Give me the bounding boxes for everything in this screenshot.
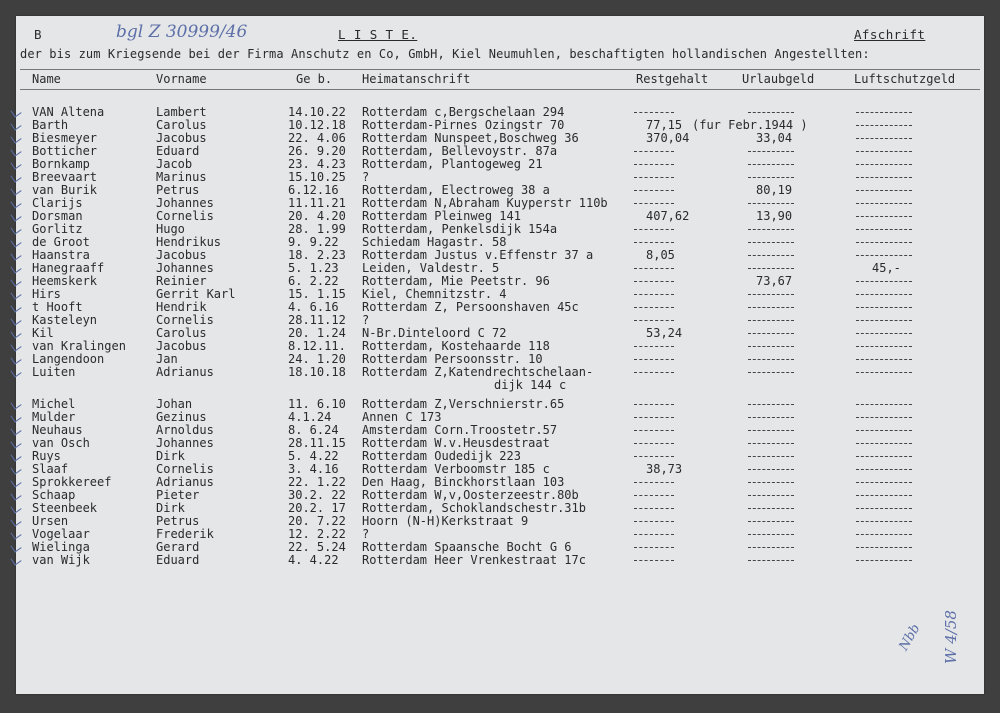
col-name: Name — [32, 72, 61, 86]
cell-vorname: Johannes — [156, 261, 214, 275]
cell-geb: 4.1.24 — [288, 410, 332, 424]
empty-value-dash — [634, 508, 674, 509]
cell-name: van Burik — [32, 183, 98, 197]
empty-value-dash — [856, 320, 912, 321]
cell-geb: 20. 1.24 — [288, 326, 346, 340]
check-mark-icon — [10, 197, 21, 208]
empty-value-dash — [748, 359, 794, 360]
cell-address: Rotterdam Spaansche Bocht G 6 — [362, 540, 572, 554]
empty-value-dash — [748, 508, 794, 509]
empty-value-dash — [856, 216, 912, 217]
cell-name: van Osch — [32, 436, 90, 450]
cell-name: Barth — [32, 118, 69, 132]
empty-value-dash — [856, 151, 912, 152]
cell-name: de Groot — [32, 235, 90, 249]
check-mark-icon — [10, 411, 21, 422]
empty-value-dash — [634, 482, 674, 483]
cell-urlaub: (fur Febr.1944 ) — [692, 118, 808, 132]
col-geb: Ge b. — [296, 72, 333, 86]
cell-vorname: Johannes — [156, 196, 214, 210]
col-urlaubgeld: Urlaubgeld — [742, 72, 815, 86]
cell-name: Clarijs — [32, 196, 83, 210]
cell-geb: 22. 5.24 — [288, 540, 346, 554]
check-mark-icon — [10, 145, 21, 156]
cell-vorname: Eduard — [156, 144, 200, 158]
empty-value-dash — [748, 294, 794, 295]
cell-rest: 53,24 — [646, 326, 683, 340]
cell-geb: 10.12.18 — [288, 118, 346, 132]
cell-address: Rotterdam Heer Vrenkestraat 17c — [362, 553, 586, 567]
empty-value-dash — [856, 255, 912, 256]
check-mark-icon — [10, 262, 21, 273]
cell-address: Rotterdam Justus v.Effenstr 37 a — [362, 248, 594, 262]
document-page — [16, 16, 984, 694]
cell-address: Rotterdam Nunspeet,Boschweg 36 — [362, 131, 579, 145]
empty-value-dash — [748, 456, 794, 457]
cell-name: van Kralingen — [32, 339, 126, 353]
empty-value-dash — [634, 346, 674, 347]
cell-address: Rotterdam, Mie Peetstr. 96 — [362, 274, 550, 288]
cell-geb: 28.11.12 — [288, 313, 346, 327]
cell-vorname: Carolus — [156, 118, 207, 132]
cell-urlaub: 80,19 — [756, 183, 793, 197]
cell-vorname: Petrus — [156, 183, 200, 197]
check-mark-icon — [10, 463, 21, 474]
cell-address: Rotterdam Verboomstr 185 c — [362, 462, 550, 476]
cell-name: Luiten — [32, 365, 76, 379]
empty-value-dash — [748, 151, 794, 152]
cell-address: Kiel, Chemnitzstr. 4 — [362, 287, 507, 301]
cell-address: ? — [362, 313, 370, 327]
check-mark-icon — [10, 437, 21, 448]
check-mark-icon — [10, 327, 21, 338]
cell-address: Rotterdam, Schoklandschestr.31b — [362, 501, 586, 515]
cell-urlaub: 33,04 — [756, 131, 793, 145]
empty-value-dash — [856, 125, 912, 126]
header-rule-top — [20, 69, 980, 70]
cell-rest: 370,04 — [646, 131, 690, 145]
cell-name: Bornkamp — [32, 157, 90, 171]
cell-geb: 20.2. 17 — [288, 501, 346, 515]
cell-vorname: Cornelis — [156, 209, 214, 223]
cell-geb: 24. 1.20 — [288, 352, 346, 366]
document-subtitle: der bis zum Kriegsende bei der Firma Anschutz en Co, GmbH, Kiel Neumuhlen, beschaftigten hollandischen Angestellten: — [20, 47, 870, 61]
cell-vorname: Cornelis — [156, 313, 214, 327]
empty-value-dash — [748, 521, 794, 522]
cell-name: Dorsman — [32, 209, 83, 223]
check-mark-icon — [10, 223, 21, 234]
cell-address: Rotterdam c,Bergschelaan 294 — [362, 105, 565, 119]
cell-geb: 18.10.18 — [288, 365, 346, 379]
empty-value-dash — [856, 469, 912, 470]
empty-value-dash — [856, 359, 912, 360]
empty-value-dash — [856, 229, 912, 230]
empty-value-dash — [856, 372, 912, 373]
check-mark-icon — [10, 301, 21, 312]
cell-geb: 4. 4.22 — [288, 553, 339, 567]
cell-vorname: Petrus — [156, 514, 200, 528]
header-rule-bottom — [20, 89, 980, 90]
empty-value-dash — [634, 177, 674, 178]
empty-value-dash — [748, 430, 794, 431]
empty-value-dash — [856, 495, 912, 496]
table-row — [16, 365, 984, 392]
check-mark-icon — [10, 249, 21, 260]
empty-value-dash — [634, 417, 674, 418]
cell-geb: 8.12.11. — [288, 339, 346, 353]
empty-value-dash — [634, 372, 674, 373]
cell-address: Annen C 173 — [362, 410, 442, 424]
empty-value-dash — [634, 521, 674, 522]
cell-geb: 15.10.25 — [288, 170, 346, 184]
cell-geb: 22. 1.22 — [288, 475, 346, 489]
cell-address: Rotterdam W.v.Heusdestraat — [362, 436, 550, 450]
empty-value-dash — [748, 417, 794, 418]
empty-value-dash — [634, 307, 674, 308]
empty-value-dash — [748, 203, 794, 204]
cell-geb: 30.2. 22 — [288, 488, 346, 502]
cell-vorname: Pieter — [156, 488, 200, 502]
empty-value-dash — [856, 547, 912, 548]
cell-vorname: Johannes — [156, 436, 214, 450]
cell-rest: 8,05 — [646, 248, 675, 262]
cell-geb: 26. 9.20 — [288, 144, 346, 158]
cell-name: Mulder — [32, 410, 76, 424]
col-luftschutzgeld: Luftschutzgeld — [854, 72, 956, 86]
check-mark-icon — [10, 340, 21, 351]
empty-value-dash — [856, 190, 912, 191]
cell-name: Ruys — [32, 449, 61, 463]
check-mark-icon — [10, 366, 21, 377]
empty-value-dash — [748, 482, 794, 483]
empty-value-dash — [634, 294, 674, 295]
cell-vorname: Lambert — [156, 105, 207, 119]
empty-value-dash — [634, 359, 674, 360]
cell-geb: 20. 7.22 — [288, 514, 346, 528]
empty-value-dash — [634, 560, 674, 561]
empty-value-dash — [748, 320, 794, 321]
empty-value-dash — [748, 372, 794, 373]
cell-address: Hoorn (N-H)Kerkstraat 9 — [362, 514, 529, 528]
empty-value-dash — [856, 346, 912, 347]
cell-address: Rotterdam Pleinweg 141 — [362, 209, 521, 223]
empty-value-dash — [748, 307, 794, 308]
cell-geb: 28.11.15 — [288, 436, 346, 450]
check-mark-icon — [10, 132, 21, 143]
cell-address: Rotterdam, Electroweg 38 a — [362, 183, 550, 197]
document-title: L I S T E. — [338, 27, 418, 42]
empty-value-dash — [634, 112, 674, 113]
cell-vorname: Frederik — [156, 527, 214, 541]
cell-vorname: Marinus — [156, 170, 207, 184]
check-mark-icon — [10, 476, 21, 487]
cell-rest: 77,15 — [646, 118, 683, 132]
cell-address: Rotterdam, Kostehaarde 118 — [362, 339, 550, 353]
empty-value-dash — [856, 456, 912, 457]
cell-vorname: Johan — [156, 397, 193, 411]
handwritten-reference: bgl Z 30999/46 — [116, 22, 248, 42]
cell-geb: 22. 4.06 — [288, 131, 346, 145]
cell-address: Rotterdam, Penkelsdijk 154a — [362, 222, 558, 236]
empty-value-dash — [856, 177, 912, 178]
empty-value-dash — [634, 281, 674, 282]
empty-value-dash — [634, 430, 674, 431]
cell-geb: 6. 2.22 — [288, 274, 339, 288]
empty-value-dash — [856, 112, 912, 113]
cell-name: Hirs — [32, 287, 61, 301]
empty-value-dash — [748, 534, 794, 535]
cell-name: Langendoon — [32, 352, 105, 366]
cell-vorname: Gezinus — [156, 410, 207, 424]
cell-address: Rotterdam, Plantogeweg 21 — [362, 157, 543, 171]
empty-value-dash — [634, 151, 674, 152]
check-mark-icon — [10, 424, 21, 435]
cell-vorname: Jacobus — [156, 339, 207, 353]
empty-value-dash — [856, 521, 912, 522]
empty-value-dash — [634, 534, 674, 535]
cell-geb: 5. 1.23 — [288, 261, 339, 275]
cell-geb: 5. 4.22 — [288, 449, 339, 463]
cell-address: Rotterdam Z, Persoonshaven 45c — [362, 300, 579, 314]
cell-name: Schaap — [32, 488, 76, 502]
check-mark-icon — [10, 119, 21, 130]
empty-value-dash — [634, 203, 674, 204]
cell-address: ? — [362, 170, 370, 184]
empty-value-dash — [748, 229, 794, 230]
empty-value-dash — [634, 404, 674, 405]
empty-value-dash — [748, 547, 794, 548]
empty-value-dash — [748, 164, 794, 165]
cell-geb: 18. 2.23 — [288, 248, 346, 262]
cell-name: Wielinga — [32, 540, 90, 554]
empty-value-dash — [856, 307, 912, 308]
check-mark-icon — [10, 528, 21, 539]
cell-geb: 14.10.22 — [288, 105, 346, 119]
empty-value-dash — [856, 138, 912, 139]
empty-value-dash — [856, 242, 912, 243]
cell-name: Vogelaar — [32, 527, 90, 541]
cell-geb: 15. 1.15 — [288, 287, 346, 301]
empty-value-dash — [634, 229, 674, 230]
empty-value-dash — [634, 190, 674, 191]
empty-value-dash — [748, 333, 794, 334]
cell-vorname: Jacobus — [156, 131, 207, 145]
cell-geb: 20. 4.20 — [288, 209, 346, 223]
check-mark-icon — [10, 275, 21, 286]
cell-geb: 28. 1.99 — [288, 222, 346, 236]
cell-address: Rotterdam-Pirnes Ozingstr 70 — [362, 118, 565, 132]
check-mark-icon — [10, 515, 21, 526]
check-mark-icon — [10, 184, 21, 195]
empty-value-dash — [748, 255, 794, 256]
empty-value-dash — [748, 404, 794, 405]
cell-vorname: Adrianus — [156, 365, 214, 379]
empty-value-dash — [856, 482, 912, 483]
empty-value-dash — [856, 417, 912, 418]
check-mark-icon — [10, 502, 21, 513]
cell-address: Leiden, Valdestr. 5 — [362, 261, 500, 275]
cell-rest: 407,62 — [646, 209, 690, 223]
cell-vorname: Gerard — [156, 540, 200, 554]
empty-value-dash — [748, 346, 794, 347]
cell-vorname: Carolus — [156, 326, 207, 340]
cell-name: Neuhaus — [32, 423, 83, 437]
empty-value-dash — [856, 430, 912, 431]
cell-urlaub: 73,67 — [756, 274, 793, 288]
cell-name: Botticher — [32, 144, 98, 158]
cell-name: Biesmeyer — [32, 131, 98, 145]
cell-geb: 9. 9.22 — [288, 235, 339, 249]
cell-address: Rotterdam Z,Verschnierstr.65 — [362, 397, 565, 411]
col-vorname: Vorname — [156, 72, 207, 86]
cell-geb: 12. 2.22 — [288, 527, 346, 541]
cell-name: Steenbeek — [32, 501, 98, 515]
copy-mark: Afschrift — [854, 27, 926, 42]
cell-vorname: Hendrik — [156, 300, 207, 314]
cell-luft: 45,- — [872, 261, 901, 275]
cell-vorname: Jacob — [156, 157, 193, 171]
check-mark-icon — [10, 554, 21, 565]
cell-name: Hanegraaff — [32, 261, 105, 275]
cell-urlaub: 13,90 — [756, 209, 793, 223]
empty-value-dash — [856, 333, 912, 334]
cell-vorname: Cornelis — [156, 462, 214, 476]
empty-value-dash — [634, 456, 674, 457]
cell-vorname: Jan — [156, 352, 178, 366]
cell-address: Rotterdam Oudedijk 223 — [362, 449, 521, 463]
cell-address: Schiedam Hagastr. 58 — [362, 235, 507, 249]
page-letter: B — [34, 27, 42, 42]
cell-name: Kasteleyn — [32, 313, 98, 327]
cell-geb: 3. 4.16 — [288, 462, 339, 476]
empty-value-dash — [856, 560, 912, 561]
cell-name: Gorlitz — [32, 222, 83, 236]
empty-value-dash — [748, 443, 794, 444]
cell-name: Slaaf — [32, 462, 69, 476]
cell-name: Michel — [32, 397, 76, 411]
check-mark-icon — [10, 106, 21, 117]
col-restgehalt: Restgehalt — [636, 72, 709, 86]
cell-address: Rotterdam N,Abraham Kuyperstr 110b — [362, 196, 608, 210]
empty-value-dash — [856, 203, 912, 204]
empty-value-dash — [748, 112, 794, 113]
table-row — [16, 554, 984, 567]
cell-address: ? — [362, 527, 370, 541]
cell-vorname: Gerrit Karl — [156, 287, 236, 301]
empty-value-dash — [634, 443, 674, 444]
cell-name: Ursen — [32, 514, 69, 528]
check-mark-icon — [10, 541, 21, 552]
cell-name: Kil — [32, 326, 54, 340]
check-mark-icon — [10, 236, 21, 247]
cell-name: t Hooft — [32, 300, 83, 314]
cell-geb: 11. 6.10 — [288, 397, 346, 411]
empty-value-dash — [634, 164, 674, 165]
empty-value-dash — [856, 404, 912, 405]
cell-vorname: Hugo — [156, 222, 185, 236]
empty-value-dash — [856, 443, 912, 444]
check-mark-icon — [10, 158, 21, 169]
check-mark-icon — [10, 210, 21, 221]
check-mark-icon — [10, 489, 21, 500]
empty-value-dash — [856, 508, 912, 509]
handwritten-archive-number: W 4/58 — [941, 610, 960, 664]
cell-geb: 8. 6.24 — [288, 423, 339, 437]
empty-value-dash — [748, 242, 794, 243]
cell-address-continued: dijk 144 c — [494, 378, 567, 392]
handwritten-initials: Nbb — [896, 621, 924, 654]
cell-name: van Wijk — [32, 553, 90, 567]
empty-value-dash — [634, 547, 674, 548]
empty-value-dash — [748, 177, 794, 178]
check-mark-icon — [10, 398, 21, 409]
empty-value-dash — [748, 469, 794, 470]
cell-name: Sprokkereef — [32, 475, 112, 489]
empty-value-dash — [634, 495, 674, 496]
cell-geb: 23. 4.23 — [288, 157, 346, 171]
cell-vorname: Dirk — [156, 449, 185, 463]
empty-value-dash — [856, 294, 912, 295]
empty-value-dash — [634, 320, 674, 321]
empty-value-dash — [748, 560, 794, 561]
cell-address: Den Haag, Binckhorstlaan 103 — [362, 475, 565, 489]
cell-vorname: Reinier — [156, 274, 207, 288]
cell-vorname: Adrianus — [156, 475, 214, 489]
cell-address: Amsterdam Corn.Troostetr.57 — [362, 423, 558, 437]
cell-geb: 11.11.21 — [288, 196, 346, 210]
cell-address: Rotterdam W,v,Oosterzeestr.80b — [362, 488, 579, 502]
empty-value-dash — [634, 242, 674, 243]
cell-address: N-Br.Dinteloord C 72 — [362, 326, 507, 340]
cell-vorname: Arnoldus — [156, 423, 214, 437]
empty-value-dash — [748, 495, 794, 496]
cell-vorname: Hendrikus — [156, 235, 222, 249]
cell-rest: 38,73 — [646, 462, 683, 476]
cell-name: Heemskerk — [32, 274, 98, 288]
cell-name: VAN Altena — [32, 105, 105, 119]
check-mark-icon — [10, 288, 21, 299]
cell-vorname: Jacobus — [156, 248, 207, 262]
check-mark-icon — [10, 171, 21, 182]
cell-name: Haanstra — [32, 248, 90, 262]
cell-geb: 6.12.16 — [288, 183, 339, 197]
cell-address: Rotterdam Persoonsstr. 10 — [362, 352, 543, 366]
check-mark-icon — [10, 450, 21, 461]
check-mark-icon — [10, 314, 21, 325]
empty-value-dash — [856, 164, 912, 165]
cell-vorname: Eduard — [156, 553, 200, 567]
cell-name: Breevaart — [32, 170, 98, 184]
cell-address: Rotterdam Z,Katendrechtschelaan- — [362, 365, 594, 379]
empty-value-dash — [856, 534, 912, 535]
col-heimatanschrift: Heimatanschrift — [362, 72, 471, 86]
cell-address: Rotterdam, Bellevoystr. 87a — [362, 144, 558, 158]
empty-value-dash — [634, 268, 674, 269]
cell-vorname: Dirk — [156, 501, 185, 515]
empty-value-dash — [856, 281, 912, 282]
empty-value-dash — [748, 268, 794, 269]
cell-geb: 4. 6.16 — [288, 300, 339, 314]
check-mark-icon — [10, 353, 21, 364]
